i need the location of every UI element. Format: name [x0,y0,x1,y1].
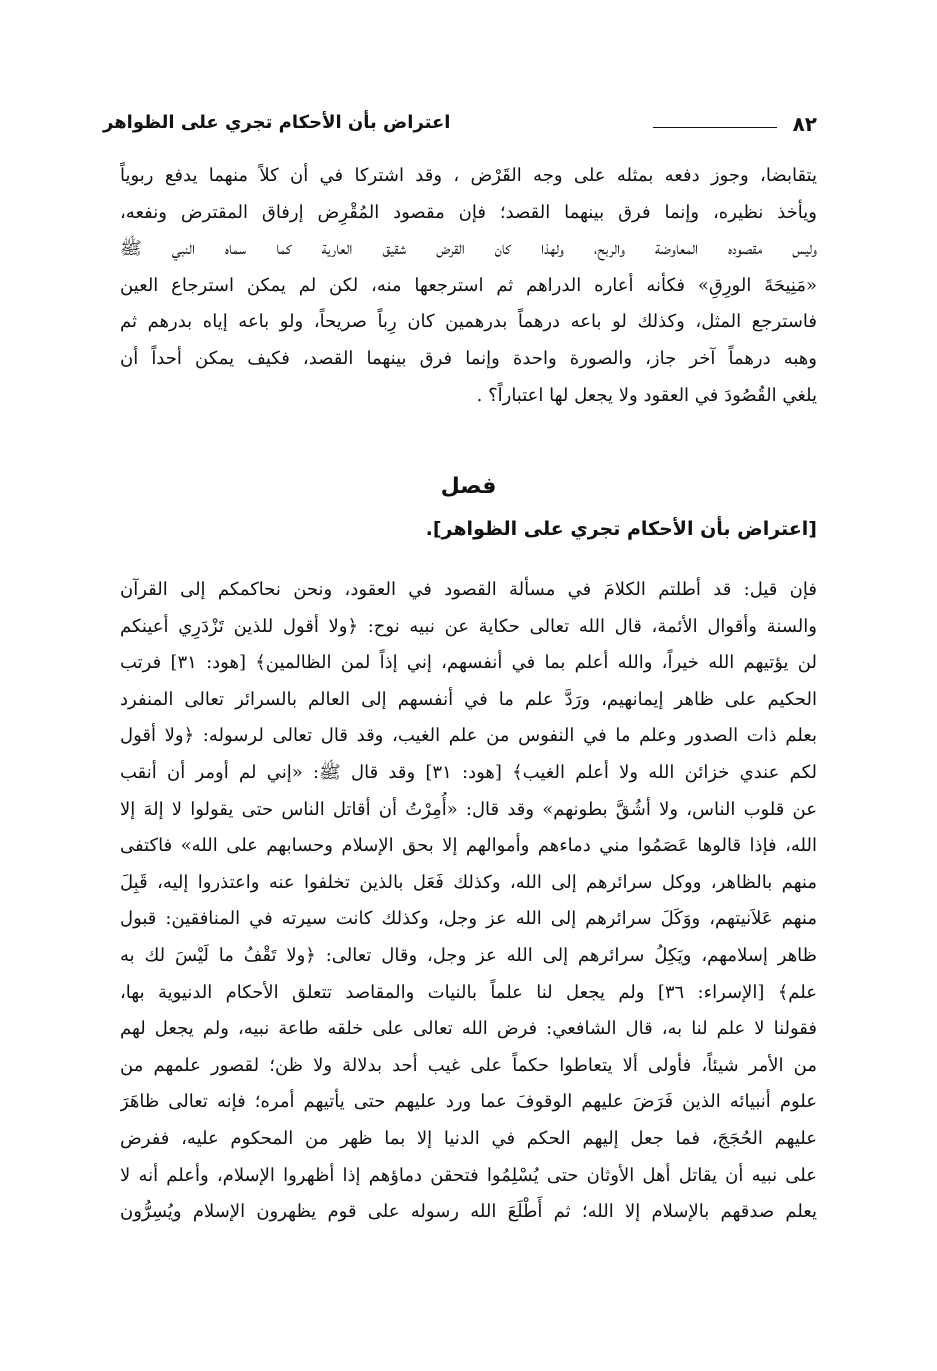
text-line: عن قلوب الناس، ولا أشُقَّ بطونهم» وقد قال: «أُمِرْتُ أن أقاتل الناس حتى يقولوا لا إلهَ إلا [120,798,817,820]
text-line: منهم بالظاهر، ووكل سرائرهم إلى الله، وكذلك فَعَل بالذين تخلفوا عنه واعتذروا إليه، قَبِلَ [120,871,817,893]
text-line: فاسترجع المثل، وكذلك لو باعه درهماً بدرهمين كان رِباً صريحاً، ولو باعه إياه بدرهم ثم [120,311,817,333]
text-line: يلغي القُصُودَ في العقود ولا يجعل لها اعتباراً؟ . [476,384,817,406]
text-line: بعلم ذات الصدور وعلم ما في النفوس من علم الغيب، وقد قال تعالى لرسوله: ﴿ولا أقول [120,725,817,747]
running-head: اعتراض بأن الأحكام تجري على الظواهر [103,112,451,133]
text-line: على نبيه أن يقاتل أهل الأوثان حتى يُسْلِمُوا فتحقن دماؤهم إذا أظهروا الإسلام، وأعلم أنه لا [120,1164,817,1186]
text-line: وهبه درهماً آخر جاز، والصورة واحدة وإنما فرق بينهما القصد، فكيف يمكن أحداً أن [120,347,817,369]
text-line: فإن قيل: قد أطلتم الكلامَ في مسألة القصود في العقود، ونحن نحاكمكم إلى القرآن [120,579,817,600]
text-line: والسنة وأقوال الأئمة، قال الله تعالى حكاية عن نبيه نوح: ﴿ولا أقول للذين تَزْدَرِي أعينكم [120,615,817,637]
text-line: من الأمر شيئاً، فأولى ألا يتعاطوا حكماً على غيب أحد بدلالة ولا ظن؛ لقصور علمهم من [120,1054,817,1076]
paragraph-1 [120,158,817,414]
text-line: يعلم صدقهم بالإسلام إلا الله؛ ثم أَطْلَعَ الله رسوله على قوم يظهرون الإسلام ويُسِرُّون [120,1201,817,1223]
text-line: «مَنِيحَةَ الورِقِ» فكأنه أعاره الدراهم ثم استرجعها منه، لكن لم يمكن استرجاع العين [120,274,817,296]
text-line: يتقابضا، وجوز دفعه بمثله على وجه القَرْض ، وقد اشتركا في أن كلاً منهما يدفع ربوياً [120,165,817,186]
text-line: الله، فإذا قالوها عَصَمُوا مني دماءهم وأموالهم إلا بحق الإسلام وحسابهم على الله» فاكتفى [120,835,817,857]
text-line: علوم أنبيائه الذين فَرَضَ عليهم الوقوفَ عما ورد عليهم حتى يأتيهم أمره؛ فإنه تعالى ظاهَرَ [120,1091,817,1113]
header-rule [653,127,777,128]
page-header [103,112,817,142]
text-line: ويأخذ نظيره، وإنما فرق بينهما القصد؛ فإن مقصود المُقْرِض إرفاق المقترض ونفعه، [120,201,817,223]
text-line: لن يؤتيهم الله خيراً، والله أعلم بما في أنفسهم، إني إذاً لمن الظالمين﴾ [هود: ٣١] فرتب [120,652,817,674]
page-number: ٨٢ [792,112,817,136]
text-line: الحكيم على ظاهر إيمانهيم، ورَدَّ علم ما في أنفسهم إلى العالم بالسرائر تعالى المنفرد [120,688,817,710]
text-line: لكم عندي خزائن الله ولا أعلم الغيب﴾ [هود: ٣١] وقد قال ﷺ: «إني لم أومر أن أنقب [120,761,817,783]
section-subheading: [اعتراض بأن الأحكام تجري على الظواهر]. [425,518,817,540]
text-line: ظاهر إسلامهم، ويَكِلُ سرائرهم إلى الله عز وجل، وقال تعالى: ﴿ولا تَقْفُ ما لَيْسَ لك به [120,944,817,966]
paragraph-2 [120,572,817,1231]
text-line: منهم عَلاَنيتهم، ووَكَلَ سرائرهم إلى الله عز وجل، وكذلك كانت سيرته في المنافقين: قبول [120,908,817,930]
text-line: وليس مقصوده المعاوضة والربح، ولهذا كان القرض شقيق العارية كما سماه النبي ﷺ [120,238,817,260]
text-line: علم﴾ [الإسراء: ٣٦] ولم يجعل لنا علماً بالنيات والمقاصد تتعلق الأحكام الدنيوية بها، [120,981,817,1003]
section-heading: فصل [440,474,497,499]
text-line: عليهم الحُجَجَ، فما جعل إليهم الحكم في الدنيا إلا بما ظهر من المحكوم عليه، ففرض [120,1127,817,1149]
text-line: فقولنا لا علم لنا به، قال الشافعي: فرض الله تعالى على خلقه طاعة نبيه، ولم يجعل لهم [120,1018,817,1040]
